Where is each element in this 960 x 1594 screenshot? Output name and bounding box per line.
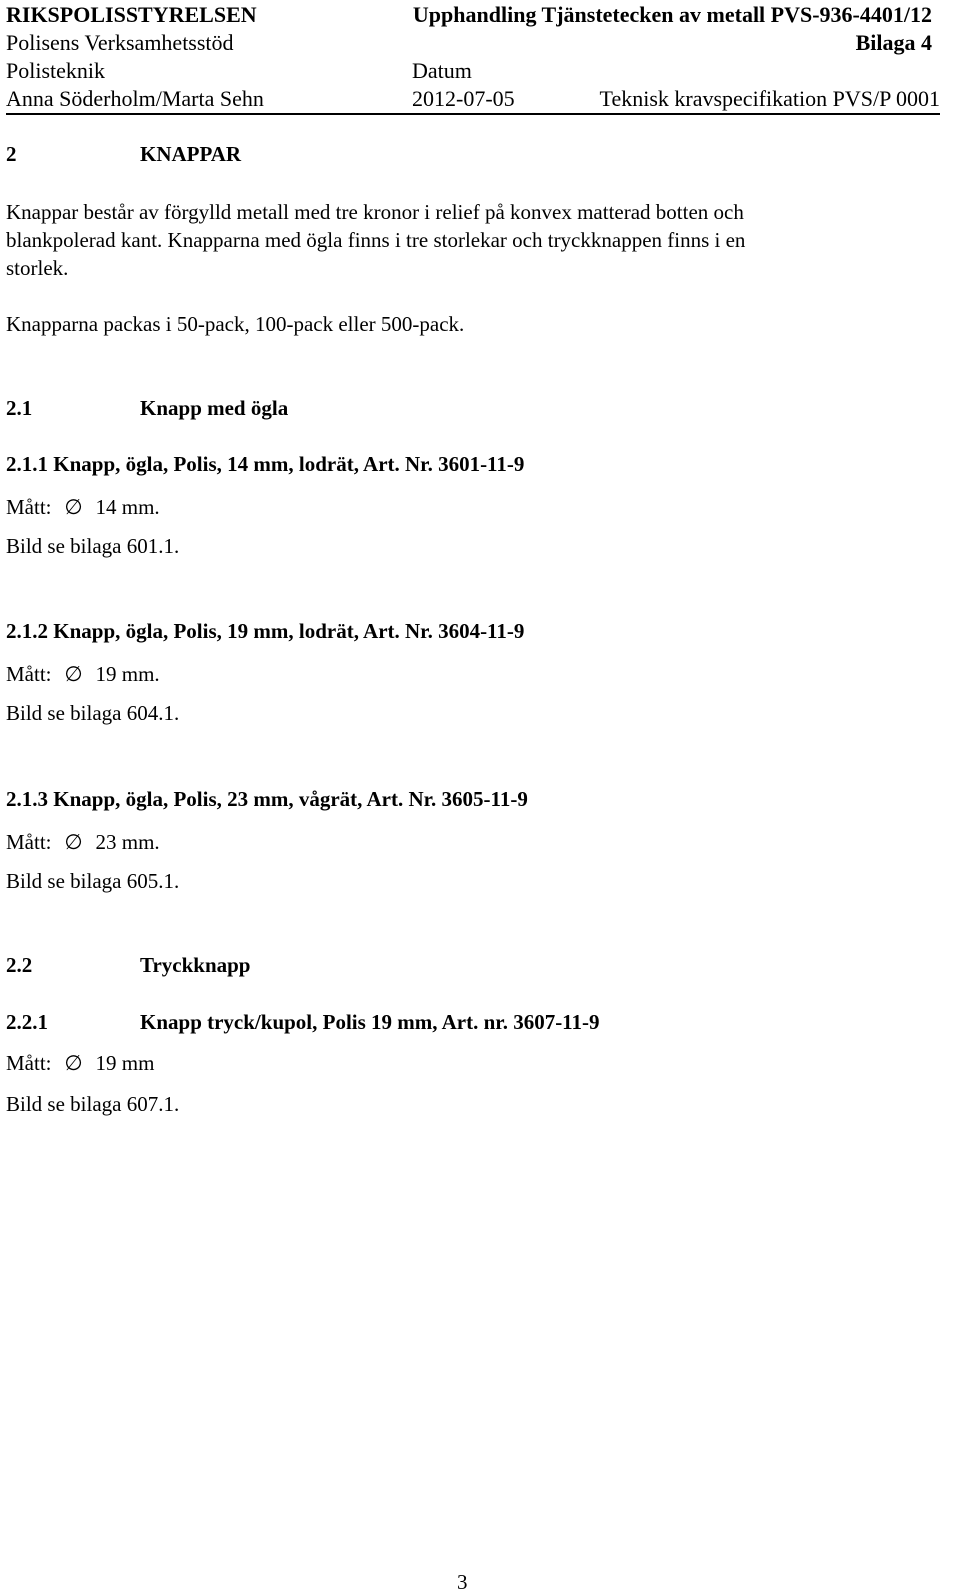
header-date: 2012-07-05 (412, 86, 515, 111)
matt-value: 14 mm. (95, 495, 160, 519)
item-title: Knapp tryck/kupol, Polis 19 mm, Art. nr. 3607-11-9 (140, 1010, 600, 1034)
diameter-icon: ∅ (64, 830, 83, 854)
header-divider (6, 113, 940, 115)
matt-value: 19 mm (95, 1051, 155, 1075)
diameter-icon: ∅ (64, 662, 83, 686)
bild-reference: Bild se bilaga 605.1. (6, 869, 180, 893)
header-authors: Anna Söderholm/Marta Sehn (6, 86, 264, 111)
matt-line (6, 832, 160, 853)
header-department: Polisens Verksamhetsstöd (6, 30, 234, 55)
matt-label: Mått: (6, 662, 52, 686)
matt-line (6, 1053, 154, 1074)
subsection-title: Knapp med ögla (140, 396, 289, 420)
matt-value: 23 mm. (95, 830, 160, 854)
diameter-icon: ∅ (64, 1051, 83, 1075)
matt-line (6, 664, 160, 685)
bild-reference: Bild se bilaga 601.1. (6, 534, 180, 558)
bild-reference: Bild se bilaga 604.1. (6, 701, 180, 725)
section-title: KNAPPAR (140, 142, 242, 166)
header-org: RIKSPOLISSTYRELSEN (6, 2, 257, 27)
subsection-number: 2.2 (6, 953, 33, 977)
item-heading: 2.1.3 Knapp, ögla, Polis, 23 mm, vågrät, Art. Nr. 3605-11-9 (6, 787, 528, 811)
subsection-title: Tryckknapp (140, 953, 251, 977)
section-number: 2 (6, 142, 17, 166)
item-number: 2.2.1 (6, 1010, 48, 1034)
item-heading: 2.1.2 Knapp, ögla, Polis, 19 mm, lodrät, Art. Nr. 3604-11-9 (6, 619, 525, 643)
header-spec: Teknisk kravspecifikation PVS/P 0001 (599, 86, 940, 111)
item-heading: 2.1.1 Knapp, ögla, Polis, 14 mm, lodrät, Art. Nr. 3601-11-9 (6, 452, 525, 476)
intro-line-2: blankpolerad kant. Knapparna med ögla finns i tre storlekar och tryckknappen finns i en (6, 228, 746, 252)
page-number: 3 (457, 1570, 468, 1594)
matt-line (6, 497, 160, 518)
diameter-icon: ∅ (64, 495, 83, 519)
matt-value: 19 mm. (95, 662, 160, 686)
header-appendix: Bilaga 4 (855, 30, 932, 55)
matt-label: Mått: (6, 830, 52, 854)
packaging-text: Knapparna packas i 50-pack, 100-pack eller 500-pack. (6, 312, 465, 336)
subsection-number: 2.1 (6, 396, 33, 420)
matt-label: Mått: (6, 495, 52, 519)
header-procurement: Upphandling Tjänstetecken av metall PVS-936-4401/12 (412, 2, 932, 27)
matt-label: Mått: (6, 1051, 52, 1075)
header-unit: Polisteknik (6, 58, 106, 83)
intro-line-3: storlek. (6, 256, 69, 280)
bild-reference: Bild se bilaga 607.1. (6, 1092, 180, 1116)
header-date-label: Datum (412, 58, 472, 83)
intro-line-1: Knappar består av förgylld metall med tre kronor i relief på konvex matterad botten och (6, 200, 744, 224)
